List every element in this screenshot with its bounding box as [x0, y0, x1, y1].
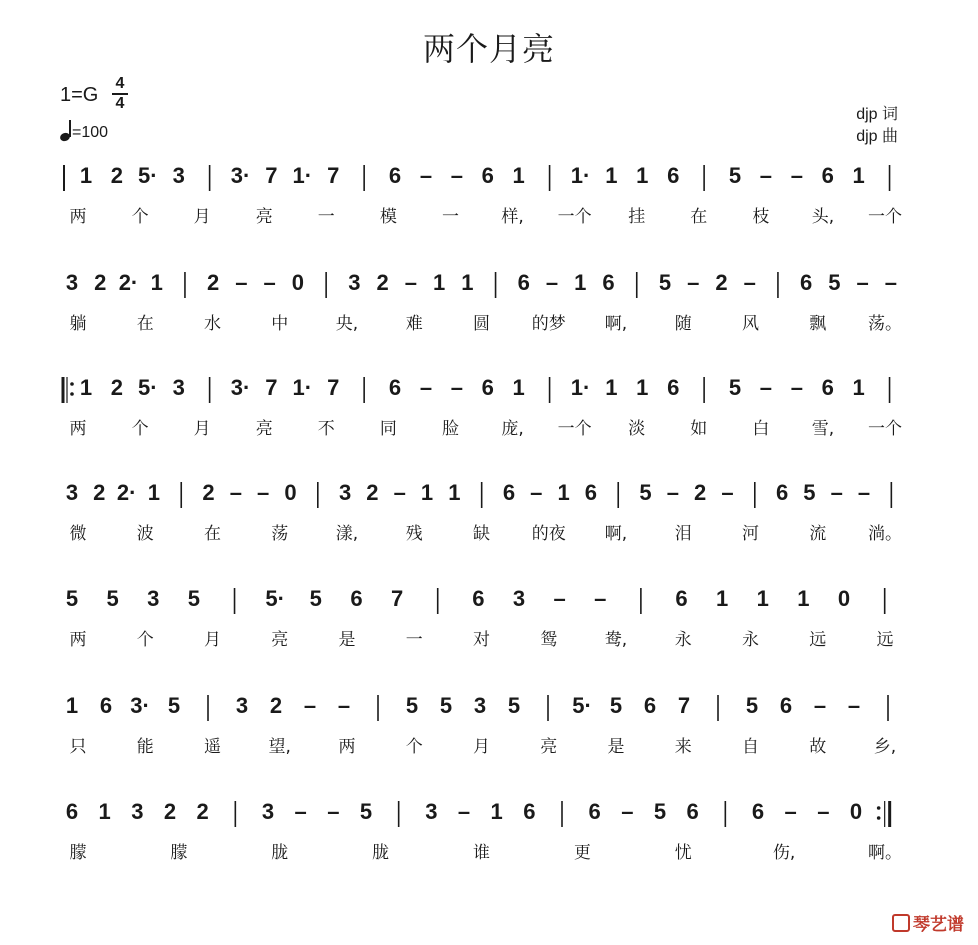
lyric-syllable: 个 [136, 630, 154, 650]
score-note: 6 [588, 799, 601, 824]
lyric-syllable: 永 [742, 630, 759, 650]
score-note: 3 [473, 693, 487, 718]
score-note: – [404, 270, 417, 295]
score-note: – [813, 693, 827, 718]
lyric-syllable: 如 [690, 419, 708, 439]
lyric-syllable: 挂 [628, 207, 646, 227]
score-note: – [229, 480, 242, 505]
lyric-syllable: 胧 [271, 843, 289, 863]
score-note: 6 [643, 693, 657, 718]
score-note: 7 [677, 693, 691, 718]
lyric-syllable: 一 [441, 207, 459, 227]
lyric-syllable: 亮 [271, 630, 289, 650]
score-note: – [419, 163, 433, 188]
lyric-syllable: 忧 [674, 843, 692, 863]
lyric-syllable: 一个 [868, 207, 902, 227]
score-note: 1 [636, 163, 649, 188]
score-note: – [830, 480, 843, 505]
score-note: 1 [852, 375, 865, 400]
lyric-syllable: 来 [674, 737, 692, 757]
lyric-syllable: 一个 [868, 419, 902, 439]
score-note: – [294, 799, 307, 824]
score-note: 1 [432, 270, 446, 295]
logo-icon [892, 914, 910, 932]
lyric-syllable: 躺 [69, 314, 87, 334]
score-note: – [790, 163, 803, 188]
lyric-syllable: 一个 [557, 207, 592, 227]
score-note: 2 [93, 480, 106, 505]
lyric-syllable: 河 [742, 524, 759, 544]
score-note: 6 [523, 799, 536, 824]
score-note: 6 [481, 375, 494, 400]
lyric-syllable: 是 [338, 630, 356, 650]
lyric-syllable: 难 [405, 314, 423, 334]
score-note: 3 [172, 163, 185, 188]
time-signature-bottom: 4 [115, 95, 125, 112]
score-note: 2 [110, 163, 124, 188]
score-note: 7 [327, 163, 340, 188]
time-signature-top: 4 [115, 75, 125, 92]
lyric-syllable: 能 [136, 737, 154, 757]
score-note: 5 [439, 693, 453, 718]
watermark-label: 琴艺谱 [913, 915, 964, 934]
score-note: 5 [106, 586, 119, 611]
score-note: 5 [309, 586, 322, 611]
score-note: 5· [138, 163, 158, 188]
score-note: – [721, 480, 734, 505]
lyric-syllable: 央, [335, 314, 359, 334]
lyric-syllable: 个 [405, 737, 423, 757]
score-note: 3· [230, 375, 251, 400]
score-note: 7 [265, 375, 278, 400]
lyric-syllable: 风 [742, 314, 759, 334]
lyric-syllable: 庞, [501, 419, 524, 439]
score-note: 1 [79, 163, 93, 188]
score-note: 6 [602, 270, 615, 295]
lyric-syllable: 荡。 [868, 314, 902, 334]
lyric-syllable: 一个 [557, 419, 592, 439]
score-note: 1· [570, 375, 591, 400]
lyric-syllable: 样, [501, 207, 524, 227]
lyric-syllable: 中 [271, 314, 289, 334]
score-note: 6 [751, 799, 765, 824]
lyric-syllable: 亮 [255, 419, 273, 439]
score-note: 5· [572, 693, 592, 718]
lyric-syllable: 一 [405, 630, 423, 650]
score-note: 6 [388, 375, 402, 400]
lyric-syllable: 两 [338, 737, 356, 757]
score-note: – [784, 799, 797, 824]
score-note: 5 [65, 586, 79, 611]
score-note: 6 [350, 586, 363, 611]
lyric-syllable: 鸳 [540, 630, 558, 650]
lyric-syllable: 永 [674, 630, 692, 650]
lyric-syllable: 荡 [271, 524, 289, 544]
score-note: 1 [605, 375, 618, 400]
lyric-syllable: 伤, [772, 843, 796, 863]
lyric-syllable: 枝 [752, 207, 770, 227]
score-note: – [327, 799, 340, 824]
score-note: 1 [98, 799, 111, 824]
score-note: 1 [852, 163, 865, 188]
score-note: 3 [425, 799, 438, 824]
lyric-syllable: 两 [69, 630, 87, 650]
score-note: 3 [65, 270, 79, 295]
score-note: 6 [821, 375, 834, 400]
score-note: 7 [265, 163, 278, 188]
lyric-syllable: 个 [131, 207, 149, 227]
score-note: 5 [405, 693, 419, 718]
lyric-syllable: 随 [674, 314, 692, 334]
score-note: 0 [837, 586, 851, 611]
score-note: 1 [420, 480, 434, 505]
lyric-syllable: 模 [379, 207, 397, 227]
score-note: 5 [745, 693, 759, 718]
score-note: 7 [390, 586, 404, 611]
score-note: 6 [502, 480, 516, 505]
score-note: – [594, 586, 607, 611]
score-note: 6 [481, 163, 494, 188]
score-note: 1 [490, 799, 503, 824]
score-note: 3 [172, 375, 185, 400]
score-note: 1 [605, 163, 618, 188]
score-note: 2· [116, 480, 137, 505]
score-note: 3 [512, 586, 526, 611]
lyric-syllable: 圆 [473, 314, 490, 334]
score-note: 6 [821, 163, 834, 188]
score-note: 1 [574, 270, 587, 295]
repeat-dot [877, 806, 881, 810]
score-note: 2 [376, 270, 389, 295]
lyric-syllable: 雪, [811, 419, 835, 439]
score-note: – [666, 480, 679, 505]
lyric-syllable: 月 [193, 207, 211, 227]
score-note: 1 [461, 270, 474, 295]
score-note: 1 [147, 480, 161, 505]
repeat-dot [70, 382, 74, 386]
score-note: 0 [291, 270, 305, 295]
score-note: – [856, 270, 869, 295]
score-note: 2 [202, 480, 215, 505]
score-note: 5 [653, 799, 667, 824]
score-note: 2 [366, 480, 379, 505]
lyric-syllable: 遥 [204, 737, 221, 757]
lyric-syllable: 对 [473, 630, 490, 650]
lyric-syllable: 自 [742, 737, 759, 757]
score-note: 6 [667, 375, 680, 400]
score-note: – [553, 586, 566, 611]
score-note: 3· [230, 163, 251, 188]
lyric-syllable: 微 [69, 524, 87, 544]
lyric-syllable: 漾, [335, 524, 359, 544]
score-note: 3 [147, 586, 160, 611]
score-note: 6 [779, 693, 793, 718]
repeat-dot [877, 816, 881, 820]
lyric-syllable: 流 [809, 524, 827, 544]
score-note: – [393, 480, 406, 505]
score-note: 5 [639, 480, 652, 505]
lyric-syllable: 头, [811, 207, 835, 227]
lyric-syllable: 两 [69, 419, 87, 439]
lyric-syllable: 泪 [674, 524, 692, 544]
lyric-syllable: 谁 [473, 843, 490, 863]
score-note: 1 [636, 375, 649, 400]
lyric-syllable: 望, [268, 737, 291, 757]
lyric-syllable: 飘 [809, 314, 827, 334]
lyric-syllable: 淌。 [868, 524, 902, 544]
lyric-syllable: 在 [204, 524, 221, 544]
score-note: 6 [800, 270, 813, 295]
score-note: 5 [803, 480, 816, 505]
score-note: 6 [517, 270, 530, 295]
score-note: – [817, 799, 830, 824]
page-title: 两个月亮 [422, 31, 555, 67]
lyric-syllable: 月 [473, 737, 490, 757]
score-note: 2 [715, 270, 728, 295]
lyric-syllable: 更 [573, 843, 591, 863]
score-note: 6 [675, 586, 688, 611]
lyric-syllable: 胧 [372, 843, 390, 863]
composer-credit: djp 曲 [856, 128, 898, 145]
score-note: 1 [512, 375, 525, 400]
lyric-syllable: 的夜 [531, 524, 566, 544]
score-note: – [450, 375, 463, 400]
lyric-syllable: 鸯, [604, 630, 628, 650]
lyric-syllable: 白 [752, 419, 770, 439]
score-note: 3· [130, 693, 150, 718]
lyric-syllable: 啊。 [868, 843, 902, 863]
score-note: 2 [196, 799, 209, 824]
score-note: 2 [110, 375, 124, 400]
score-note: 1 [512, 163, 525, 188]
score-note: – [687, 270, 700, 295]
score-note: 5 [609, 693, 623, 718]
score-note: – [759, 375, 773, 400]
lyric-syllable: 啊, [604, 314, 628, 334]
score-note: 5· [265, 586, 285, 611]
score-note: 1· [292, 163, 313, 188]
score-note: 1 [150, 270, 163, 295]
score-note: – [303, 693, 317, 718]
lyric-syllable: 乡, [873, 737, 897, 757]
score-note: 3 [65, 480, 79, 505]
lyric-syllable: 个 [131, 419, 149, 439]
score-note: 2 [207, 270, 220, 295]
score-note: 5 [187, 586, 201, 611]
score-note: 5· [138, 375, 158, 400]
score-note: 1 [756, 586, 769, 611]
score-note: 0 [849, 799, 863, 824]
score-note: – [545, 270, 559, 295]
lyric-syllable: 两 [69, 207, 87, 227]
score-note: – [743, 270, 756, 295]
score-note: 5 [658, 270, 672, 295]
score-note: 5 [507, 693, 521, 718]
lyric-syllable: 朦 [69, 843, 87, 863]
score-note: 1· [570, 163, 591, 188]
score-note: – [235, 270, 248, 295]
lyric-syllable: 一 [317, 207, 335, 227]
lyric-syllable: 远 [809, 630, 827, 650]
score-note: 3 [131, 799, 144, 824]
score-note: 6 [388, 163, 402, 188]
score-note: 1 [716, 586, 729, 611]
score-note: 1 [557, 480, 570, 505]
lyric-syllable: 月 [204, 630, 221, 650]
score-note: 7 [327, 375, 340, 400]
score-note: 6 [65, 799, 79, 824]
lyric-syllable: 缺 [473, 524, 490, 544]
score-note: 2 [269, 693, 283, 718]
lyric-syllable: 是 [607, 737, 625, 757]
score-note: 5 [828, 270, 841, 295]
score-note: 3 [261, 799, 275, 824]
lyric-syllable: 月 [193, 419, 211, 439]
score-note: 1 [797, 586, 810, 611]
score-note: 3 [235, 693, 249, 718]
score-note: 2 [94, 270, 107, 295]
score-note: – [857, 480, 871, 505]
score-note: 1 [79, 375, 93, 400]
score-note: – [790, 375, 803, 400]
lyric-syllable: 残 [405, 524, 423, 544]
repeat-dot [70, 392, 74, 396]
lyric-syllable: 水 [204, 314, 221, 334]
lyric-syllable: 不 [317, 419, 335, 439]
lyric-syllable: 只 [69, 737, 87, 757]
lyric-syllable: 亮 [540, 737, 558, 757]
score-note: 6 [686, 799, 699, 824]
lyric-syllable: 在 [136, 314, 154, 334]
score-note: 1 [65, 693, 79, 718]
score-note: – [759, 163, 773, 188]
score-note: 6 [667, 163, 680, 188]
score-note: 5 [728, 375, 742, 400]
score-note: – [884, 270, 898, 295]
lyric-syllable: 啊, [604, 524, 628, 544]
lyric-syllable: 脸 [441, 419, 459, 439]
score-note: 3 [348, 270, 361, 295]
score-note: 2 [694, 480, 707, 505]
lyric-syllable: 同 [379, 419, 397, 439]
score-note: 6 [472, 586, 485, 611]
score-note: – [257, 480, 270, 505]
score-note: 6 [99, 693, 113, 718]
score-note: 1 [448, 480, 461, 505]
score-note: 0 [284, 480, 297, 505]
score-note: 5 [359, 799, 373, 824]
score-note: – [337, 693, 351, 718]
score-note: – [621, 799, 634, 824]
lyric-syllable: 朦 [170, 843, 188, 863]
score-note: 5 [728, 163, 742, 188]
score-note: 3 [338, 480, 352, 505]
lyric-syllable: 故 [809, 737, 827, 757]
score-note: – [530, 480, 543, 505]
lyric-syllable: 波 [136, 524, 154, 544]
score-note: – [419, 375, 433, 400]
lyric-syllable: 远 [876, 630, 894, 650]
lyric-syllable: 淡 [628, 419, 646, 439]
score-note: – [263, 270, 276, 295]
key-label: 1=G [60, 84, 99, 106]
lyric-syllable: 在 [690, 207, 708, 227]
score-note: 1· [292, 375, 313, 400]
tempo-value: =100 [72, 124, 109, 141]
score-note: 6 [584, 480, 598, 505]
score-note: – [450, 163, 463, 188]
score-note: 6 [775, 480, 789, 505]
score-note: 5 [167, 693, 181, 718]
watermark [892, 910, 964, 935]
lyric-syllable: 亮 [255, 207, 273, 227]
lyric-syllable: 的梦 [531, 314, 566, 334]
score-note: 2· [118, 270, 139, 295]
lyricist-credit: djp 词 [856, 106, 898, 123]
score-note: – [847, 693, 861, 718]
score-note: – [457, 799, 471, 824]
score-note: 2 [163, 799, 177, 824]
